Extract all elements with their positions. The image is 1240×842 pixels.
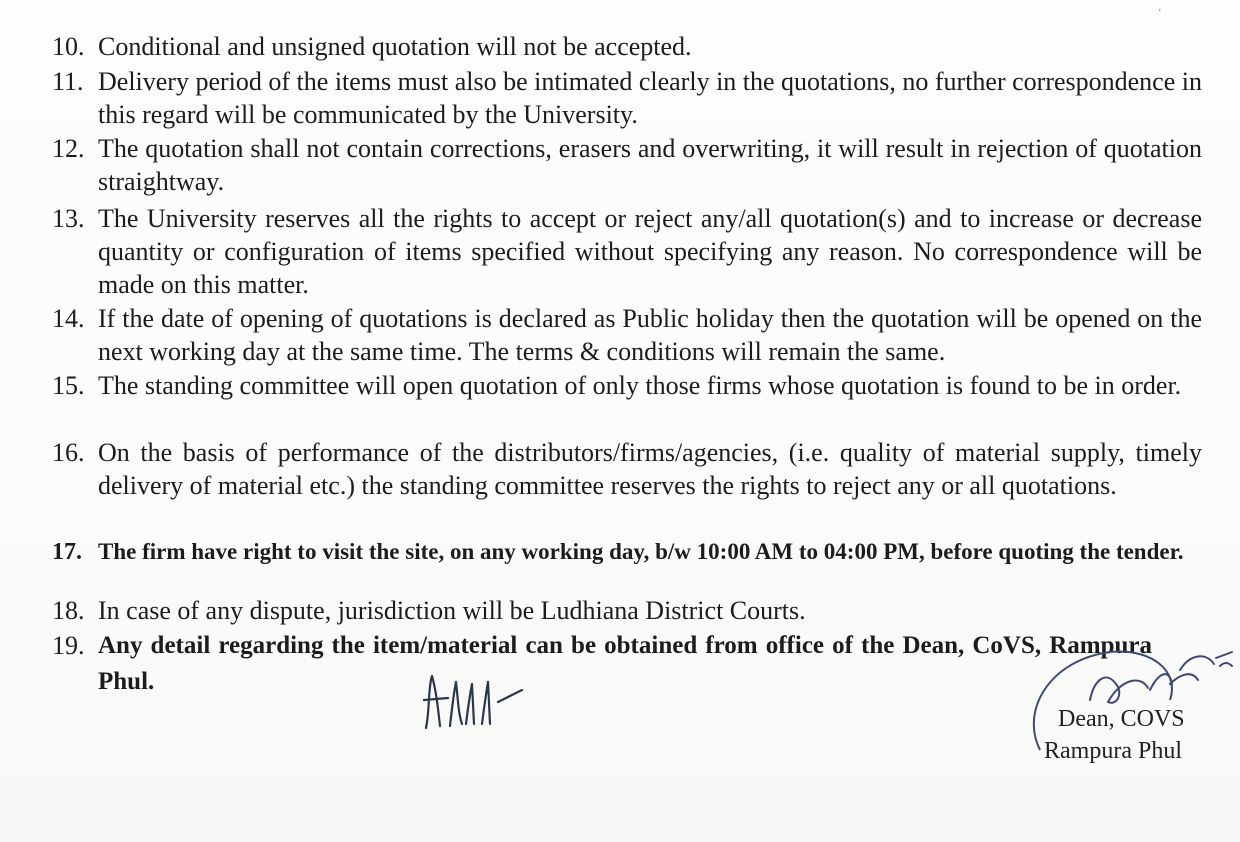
clause-text: The University reserves all the rights to accept or reject any/all quotation(s) and to increase or decrease quantity or configuration of items specified without specifying any reason. No correspondence will be made on this matter.	[98, 204, 1202, 299]
clause-number: 10.	[52, 32, 85, 61]
clause-text: If the date of opening of quotations is declared as Public holiday then the quotation will be opened on the next working day at the same time. The terms & conditions will remain the same.	[98, 304, 1202, 366]
clause-text: The firm have right to visit the site, on any working day, b/w 10:00 AM to 04:00 PM, before quoting the tender.	[98, 539, 1184, 564]
clause-number: 18.	[52, 596, 85, 625]
clause-number: 17.	[52, 539, 82, 565]
clause-number: 16.	[52, 438, 85, 467]
clause-number: 19.	[52, 631, 85, 660]
clause-text: Conditional and unsigned quotation will not be accepted.	[98, 32, 692, 61]
clause-text: Delivery period of the items must also be intimated clearly in the quotations, no further correspondence in this regard will be communicated by the University.	[98, 67, 1202, 129]
clause-number: 14.	[52, 304, 85, 333]
clause-text: The quotation shall not contain corrections, erasers and overwriting, it will result in rejection of quotation straightway.	[98, 134, 1202, 196]
clause-10	[52, 30, 1202, 63]
clause-16	[52, 436, 1202, 502]
clause-14	[52, 302, 1202, 368]
clause-text: On the basis of performance of the distributors/firms/agencies, (i.e. quality of material supply, timely delivery of material etc.) the standing committee reserves the rights to reject any or all quotations.	[98, 438, 1202, 500]
clause-number: 13.	[52, 204, 85, 233]
signatory-place: Rampura Phul	[1044, 738, 1182, 764]
clause-12	[52, 132, 1202, 198]
clause-15	[52, 369, 1202, 402]
clause-text: In case of any dispute, jurisdiction will be Ludhiana District Courts.	[98, 596, 806, 625]
clause-text: The standing committee will open quotation of only those firms whose quotation is found to be in order.	[98, 371, 1182, 400]
clause-13	[52, 202, 1202, 301]
clause-19	[52, 628, 1152, 700]
clause-number: 15.	[52, 371, 85, 400]
clause-text: Any detail regarding the item/material can be obtained from office of the Dean, CoVS, Rampura Phul.	[98, 632, 1152, 695]
clause-17	[52, 536, 1202, 568]
clause-11	[52, 65, 1202, 131]
clause-18	[52, 594, 1202, 627]
scan-mark: ʼ	[1158, 8, 1162, 19]
clause-number: 11.	[52, 67, 84, 96]
clause-number: 12.	[52, 134, 85, 163]
handwritten-initials	[418, 668, 528, 738]
dean-signature-block	[1020, 640, 1235, 780]
signatory-title: Dean, COVS	[1058, 706, 1185, 732]
